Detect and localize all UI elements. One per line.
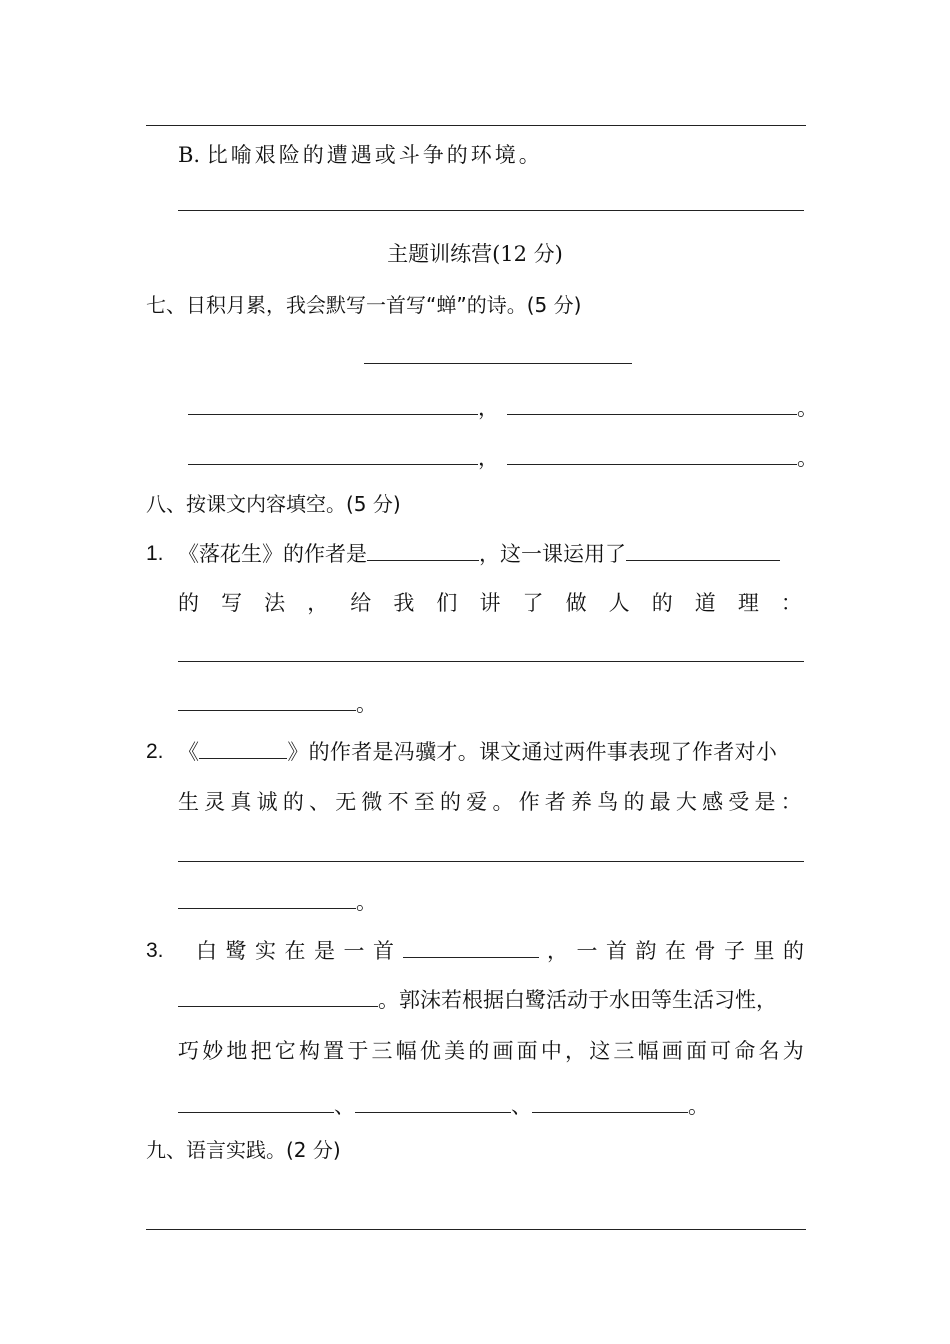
char: 把 (250, 1039, 272, 1063)
char: 面 (516, 1039, 538, 1063)
q8-item2-line4 (178, 888, 377, 916)
q8-item2-line1 (178, 738, 777, 766)
option-b (178, 141, 543, 169)
q8-item1-method-blank[interactable] (626, 540, 780, 561)
q8-item3-line3 (178, 1037, 804, 1065)
char: 三 (371, 1039, 393, 1063)
char: 这 (589, 1039, 611, 1063)
char: 、 (309, 790, 331, 814)
char: 是 (314, 939, 335, 963)
poem-blank-1b[interactable] (507, 394, 797, 415)
char: 面 (685, 1039, 707, 1063)
char: 养 (571, 790, 593, 814)
char: 巧 (178, 1039, 199, 1063)
char: 画 (661, 1039, 683, 1063)
q8-item3-scene-blank-1[interactable] (178, 1092, 334, 1113)
char: 美 (444, 1039, 466, 1063)
q8-item3-scene-blank-3[interactable] (532, 1092, 688, 1113)
q8-item1-part1: 《落花生》的作者是 (178, 542, 367, 566)
char: 的 (468, 1039, 490, 1063)
q9-heading: 九、语言实践。(2 分) (146, 1138, 341, 1162)
poem-blank-2b[interactable] (507, 444, 797, 465)
char: 中 (540, 1039, 562, 1063)
q8-item3-line1 (196, 937, 804, 965)
char: 生 (178, 790, 199, 814)
q8-item1-number: 1. (146, 542, 164, 565)
q7-heading: 七、日积月累，我会默写一首写“蝉”的诗。(5 分) (146, 293, 582, 317)
q8-item2-open-quote: 《 (178, 740, 200, 764)
poem-title-blank[interactable] (364, 363, 632, 364)
poem-line-1 (188, 394, 818, 422)
char: 受 (728, 790, 750, 814)
q8-item3-rhyme-blank[interactable] (178, 986, 378, 1007)
char: 的 (783, 939, 804, 963)
char: 子 (724, 939, 745, 963)
char: 于 (347, 1039, 369, 1063)
char: 白 (196, 939, 217, 963)
char: ， (307, 591, 329, 615)
q8-item2-number: 2. (146, 740, 164, 763)
q8-item1-end: 。 (356, 692, 377, 716)
q8-item2-line2 (178, 788, 802, 816)
q8-item3-sep-1: 、 (334, 1094, 355, 1118)
q8-item1-part2: ，这一课运用了 (479, 542, 626, 566)
q8-item3-line2-text: 。郭沫若根据白鹭活动于水田等生活习性， (378, 988, 777, 1012)
q8-item2-answer-line[interactable] (178, 861, 804, 862)
char: 妙 (202, 1039, 224, 1063)
q8-item3-line4 (178, 1092, 709, 1120)
char: 三 (613, 1039, 635, 1063)
char: 在 (665, 939, 686, 963)
char: 的 (440, 790, 462, 814)
char: 命 (734, 1039, 756, 1063)
char: 灵 (204, 790, 226, 814)
char: 鹭 (225, 939, 247, 963)
q8-item3-scene-blank-2[interactable] (355, 1092, 511, 1113)
q8-heading: 八、按课文内容填空。(5 分) (146, 492, 401, 516)
q8-item1-author-blank[interactable] (367, 540, 479, 561)
char: 一 (343, 939, 365, 963)
char: 最 (649, 790, 671, 814)
char: 微 (361, 790, 383, 814)
q8-item2-answer-blank[interactable] (178, 888, 356, 909)
top-rule (146, 125, 806, 126)
char: 幅 (395, 1039, 417, 1063)
char: 感 (702, 790, 724, 814)
char: 在 (284, 939, 306, 963)
char: 首 (606, 939, 627, 963)
char: 作 (518, 790, 540, 814)
poem-period-1: 。 (797, 396, 818, 420)
poem-period-2: 。 (797, 446, 818, 470)
char: 为 (782, 1039, 804, 1063)
poem-comma-1: ， (478, 396, 499, 420)
char: 爱 (466, 790, 488, 814)
q8-item1-line2 (178, 589, 802, 617)
char: 画 (492, 1039, 514, 1063)
char: 地 (226, 1039, 248, 1063)
q8-item1-line1 (178, 540, 780, 568)
char: 名 (758, 1039, 780, 1063)
char: 置 (323, 1039, 345, 1063)
char: 韵 (635, 939, 657, 963)
char: 讲 (479, 591, 501, 615)
q8-item3-end: 。 (688, 1094, 709, 1118)
char: 幅 (637, 1039, 659, 1063)
char: 无 (335, 790, 357, 814)
char: 是 (754, 790, 776, 814)
char: 真 (230, 790, 252, 814)
char: ： (780, 790, 802, 814)
char: 诚 (256, 790, 278, 814)
char: 人 (608, 591, 630, 615)
q8-item3-poem-blank[interactable] (403, 937, 539, 958)
char: ， (547, 939, 568, 963)
q8-item2-title-blank[interactable] (199, 738, 287, 759)
char: 法 (264, 591, 286, 615)
char: 了 (522, 591, 544, 615)
char: 者 (544, 790, 566, 814)
char: 我 (393, 591, 415, 615)
char: 里 (753, 939, 775, 963)
char: 理 (737, 591, 759, 615)
char: 的 (178, 591, 199, 615)
answer-line-b[interactable] (178, 210, 804, 211)
char: 的 (282, 790, 304, 814)
char: 可 (710, 1039, 732, 1063)
char: 首 (373, 939, 394, 963)
char: 骨 (694, 939, 716, 963)
q8-item2-end: 。 (356, 890, 377, 914)
char: ， (565, 1039, 586, 1063)
char: 给 (350, 591, 372, 615)
q8-item1-line4 (178, 690, 377, 718)
q8-item3-number: 3. (146, 939, 164, 962)
poem-blank-2a[interactable] (188, 444, 478, 465)
option-b-letter: B. (178, 143, 201, 167)
q8-item3-sep-2: 、 (511, 1094, 532, 1118)
char: 优 (419, 1039, 441, 1063)
poem-line-2 (188, 444, 818, 472)
char: 构 (298, 1039, 320, 1063)
char: 的 (651, 591, 673, 615)
q8-item1-answer-blank[interactable] (178, 690, 356, 711)
char: 。 (492, 790, 514, 814)
option-b-text: 比喻艰险的遭遇或斗争的环境。 (206, 143, 543, 167)
char: 鸟 (597, 790, 619, 814)
char: 至 (413, 790, 435, 814)
q8-item1-answer-line[interactable] (178, 661, 804, 662)
char: 一 (576, 939, 598, 963)
char: 它 (274, 1039, 296, 1063)
char: 写 (221, 591, 243, 615)
char: 道 (694, 591, 716, 615)
char: ： (780, 591, 802, 615)
poem-blank-1a[interactable] (188, 394, 478, 415)
section-title: 主题训练营(12 分) (387, 242, 563, 266)
char: 大 (675, 790, 697, 814)
char: 的 (623, 790, 645, 814)
char: 做 (565, 591, 587, 615)
char: 们 (436, 591, 458, 615)
q8-item3-line2 (178, 986, 777, 1014)
bottom-rule (146, 1229, 806, 1230)
char: 实 (255, 939, 276, 963)
poem-comma-2: ， (478, 446, 499, 470)
q8-item2-part1: 》的作者是冯骥才。课文通过两件事表现了作者对小 (287, 740, 778, 764)
char: 不 (387, 790, 409, 814)
